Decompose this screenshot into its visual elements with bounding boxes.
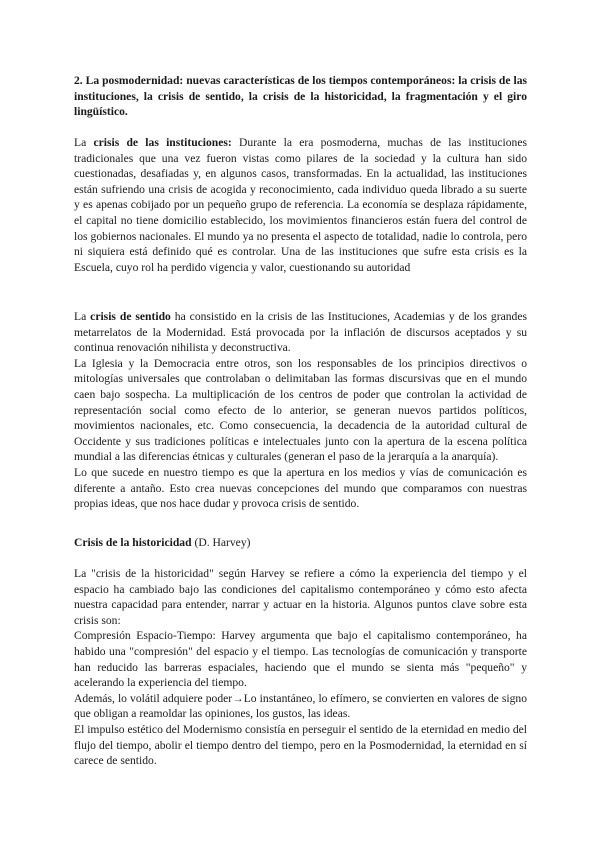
institutions-paragraph: [74, 135, 527, 275]
historicity-paragraph-2: Compresión Espacio-Tiempo: Harvey argumenta que bajo el capitalismo contemporáneo, ha habido una "compresión" del espacio y el tiempo. Las tecnologías de comunicación y transporte han reducido las barreras espaciales, haciendo que el mundo se sienta más "pequeño" y acelerando la experiencia del tiempo.: [74, 629, 527, 690]
sense-body-1: ha consistido en la crisis de las Instituciones, Academias y de los grandes metarrelatos de la Modernidad. Está provocada por la inflación de discursos aceptados y su continua renovación nihilista y deconstructiva.: [74, 310, 527, 355]
sense-section: [74, 309, 527, 512]
sense-paragraph-1: [74, 309, 527, 356]
historicity-title: Crisis de la historicidad: [74, 536, 192, 549]
historicity-paragraph-4: El impulso estético del Modernismo consistía en perseguir el sentido de la eternidad en medio del flujo del tiempo, abolir el tiempo dentro del tiempo, pero en la Posmodernidad, la eternidad en sí carece de sentido.: [74, 722, 528, 768]
sense-term: crisis de sentido: [90, 310, 171, 323]
historicity-section: [74, 566, 527, 769]
historicity-author: (D. Harvey): [191, 536, 251, 549]
section-heading: 2. La posmodernidad: nuevas características de los tiempos contemporáneos: la crisis de las instituciones, la crisis de sentido, la crisis de la historicidad, la fragmentación y el giro lingüístico.: [74, 74, 527, 119]
sense-paragraph-2: La Iglesia y la Democracia entre otros, son los responsables de los principios directivos o mitologías universales que controlaban o delimitaban las formas discursivas que en el mundo caen bajo sospecha. La multiplicación de los centros de poder que controlan la actividad de representación social como efecto de lo anterior, se generan nuevos partidos políticos, movimientos nacionales, etc. Como consecuencia, la decadencia de la autoridad cultural de Occidente y sus tradiciones políticas e intelectuales junto con la apertura de la escena política mundial a las diferencias étnicas y culturales (generan el paso de la jerarquía a la anarquía).: [74, 356, 527, 464]
sense-lead: La: [74, 310, 91, 323]
sense-paragraph-3: Lo que sucede en nuestro tiempo es que la apertura en los medios y vías de comunicación es diferente a antaño. Esto crea nuevas concepciones del mundo que comparamos con nuestras propias ideas, que nos hace dudar y provoca crisis de sentido.: [74, 465, 527, 511]
historicity-paragraph-3: Además, lo volátil adquiere poder→Lo instantáneo, lo efímero, se convierten en valores de signo que obligan a reamoldar las opiniones, los gustos, las ideas.: [74, 691, 527, 721]
historicity-paragraph-1: La "crisis de la historicidad" según Harvey se refiere a cómo la experiencia del tiempo y el espacio ha cambiado bajo las condiciones del capitalismo contemporáneo y cómo esto afecta nuestra capacidad para entender, narrar y actuar en la historia. Algunos puntos clave sobre esta crisis son:: [74, 567, 527, 627]
institutions-lead: La: [74, 136, 94, 149]
historicity-heading: [74, 535, 527, 551]
institutions-body: Durante la era posmoderna, muchas de las instituciones tradicionales que una vez fueron vistas como pilares de la sociedad y la cultura han sido cuestionadas, desafiadas y, en algunos casos, transformadas. En la actualidad, las instituciones están sufriendo una crisis de acogida y reconocimiento, cada individuo queda librado a su suerte y es apenas cobijado por un pequeño grupo de referencia. La economía se desplaza rápidamente, el capital no tiene domicilio establecido, los movimientos financieros están fuera del control de los gobiernos nacionales. El mundo ya no presenta el aspecto de totalidad, nadie lo controla, pero ni siquiera está definido qué es controlar. Una de las instituciones que sufre esta crisis es la Escuela, cuyo rol ha perdido vigencia y valor, cuestionando su autoridad: [74, 136, 527, 274]
institutions-term: crisis de las instituciones:: [93, 136, 232, 149]
